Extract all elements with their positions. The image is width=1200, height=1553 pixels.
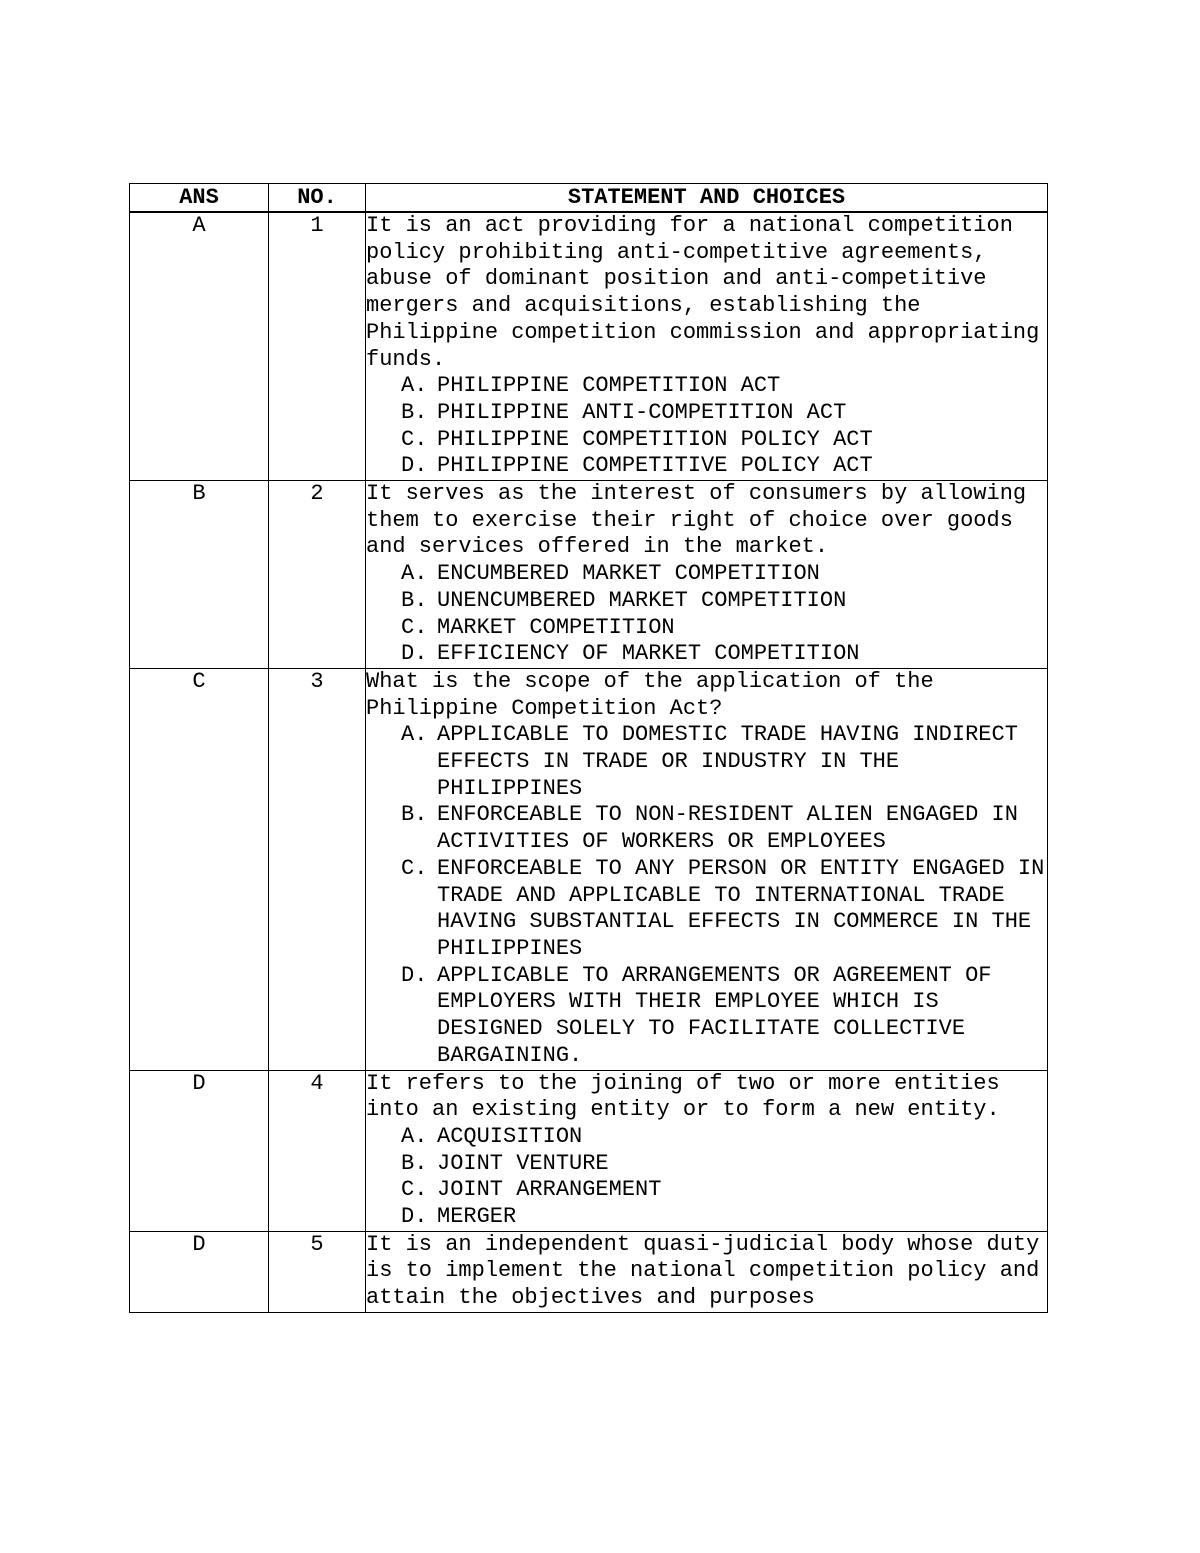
choice-item [401, 802, 1047, 855]
choice-item [401, 400, 1047, 427]
choice-list [366, 722, 1047, 1069]
quiz-table [129, 183, 1048, 1313]
header-ans: ANS [130, 184, 269, 213]
choice-letter: C. [401, 855, 428, 881]
statement-cell [366, 481, 1048, 669]
choice-letter: C. [401, 426, 428, 452]
choice-letter: B. [401, 587, 428, 613]
choice-text: EFFICIENCY OF MARKET COMPETITION [437, 641, 860, 667]
choice-item [401, 561, 1047, 588]
choice-text: JOINT VENTURE [437, 1150, 609, 1176]
answer-cell: B [130, 481, 269, 669]
choice-letter: B. [401, 802, 428, 828]
choice-text: PHILIPPINE COMPETITION ACT [437, 373, 781, 399]
choice-letter: A. [401, 373, 428, 399]
answer-cell: C [130, 668, 269, 1070]
choice-text: MERGER [437, 1204, 517, 1230]
choice-item [401, 588, 1047, 615]
choice-letter: D. [401, 962, 428, 988]
question-number-cell: 4 [269, 1070, 366, 1231]
choice-item [401, 963, 1047, 1070]
choice-item [401, 1204, 1047, 1231]
choice-text: ENFORCEABLE TO NON-RESIDENT ALIEN ENGAGED IN ACTIVITIES OF WORKERS OR EMPLOYEES [437, 802, 1018, 855]
question-number-cell: 3 [269, 668, 366, 1070]
answer-cell: A [130, 212, 269, 481]
question-statement: It refers to the joining of two or more entities into an existing entity or to form a new entity. [366, 1070, 1000, 1123]
choice-text: PHILIPPINE ANTI-COMPETITION ACT [437, 399, 847, 425]
choice-item [401, 1177, 1047, 1204]
table-row [130, 481, 1048, 669]
choice-text: ENCUMBERED MARKET COMPETITION [437, 561, 820, 587]
choice-letter: C. [401, 1177, 428, 1203]
choice-list [366, 561, 1047, 668]
question-statement: It is an act providing for a national competition policy prohibiting anti-competitive agreements, abuse of dominant position and anti-competitive mergers and acquisitions, establishing the Philippine competition commission and appropriating funds. [366, 213, 1040, 372]
table-row [130, 668, 1048, 1070]
choice-item [401, 1124, 1047, 1151]
choice-text: APPLICABLE TO ARRANGEMENTS OR AGREEMENT OF EMPLOYERS WITH THEIR EMPLOYEE WHICH IS DESIGNED SOLELY TO FACILITATE COLLECTIVE BARGAINING. [437, 962, 992, 1068]
choice-letter: B. [401, 1150, 428, 1176]
choice-list [366, 373, 1047, 480]
statement-cell [366, 212, 1048, 481]
choice-letter: A. [401, 722, 428, 748]
choice-item [401, 453, 1047, 480]
table-row [130, 212, 1048, 481]
question-number-cell: 1 [269, 212, 366, 481]
choice-item [401, 615, 1047, 642]
header-statement: STATEMENT AND CHOICES [366, 184, 1048, 213]
choice-text: UNENCUMBERED MARKET COMPETITION [437, 587, 847, 613]
statement-cell [366, 1070, 1048, 1231]
answer-cell: D [130, 1231, 269, 1312]
table-body [130, 212, 1048, 1312]
choice-item [401, 1151, 1047, 1178]
choice-letter: A. [401, 561, 428, 587]
choice-item [401, 427, 1047, 454]
choice-text: MARKET COMPETITION [437, 614, 675, 640]
header-no: NO. [269, 184, 366, 213]
choice-item [401, 641, 1047, 668]
table-header [130, 184, 1048, 213]
choice-letter: D. [401, 1204, 428, 1230]
choice-item [401, 722, 1047, 802]
question-number-cell: 2 [269, 481, 366, 669]
answer-cell: D [130, 1070, 269, 1231]
header-row [130, 184, 1048, 213]
question-number-cell: 5 [269, 1231, 366, 1312]
statement-cell [366, 1231, 1048, 1312]
choice-letter: B. [401, 399, 428, 425]
choice-item [401, 856, 1047, 963]
choice-letter: D. [401, 641, 428, 667]
choice-text: ENFORCEABLE TO ANY PERSON OR ENTITY ENGAGED IN TRADE AND APPLICABLE TO INTERNATIONAL TRADE HAVING SUBSTANTIAL EFFECTS IN COMMERCE IN THE PHILIPPINES [437, 855, 1045, 961]
table-row [130, 1070, 1048, 1231]
choice-text: APPLICABLE TO DOMESTIC TRADE HAVING INDIRECT EFFECTS IN TRADE OR INDUSTRY IN THE PHILIPPINES [437, 722, 1018, 801]
choice-text: ACQUISITION [437, 1123, 583, 1149]
question-statement: It serves as the interest of consumers by allowing them to exercise their right of choice over goods and services offered in the market. [366, 481, 1027, 560]
choice-list [366, 1124, 1047, 1231]
table-row [130, 1231, 1048, 1312]
choice-letter: C. [401, 614, 428, 640]
choice-text: JOINT ARRANGEMENT [437, 1177, 662, 1203]
statement-cell [366, 668, 1048, 1070]
choice-item [401, 373, 1047, 400]
choice-text: PHILIPPINE COMPETITION POLICY ACT [437, 426, 873, 452]
question-statement: It is an independent quasi-judicial body whose duty is to implement the national competition policy and attain the objectives and purposes [366, 1231, 1040, 1311]
question-statement: What is the scope of the application of the Philippine Competition Act? [366, 668, 934, 721]
choice-letter: A. [401, 1123, 428, 1149]
choice-text: PHILIPPINE COMPETITIVE POLICY ACT [437, 453, 873, 479]
choice-letter: D. [401, 453, 428, 479]
